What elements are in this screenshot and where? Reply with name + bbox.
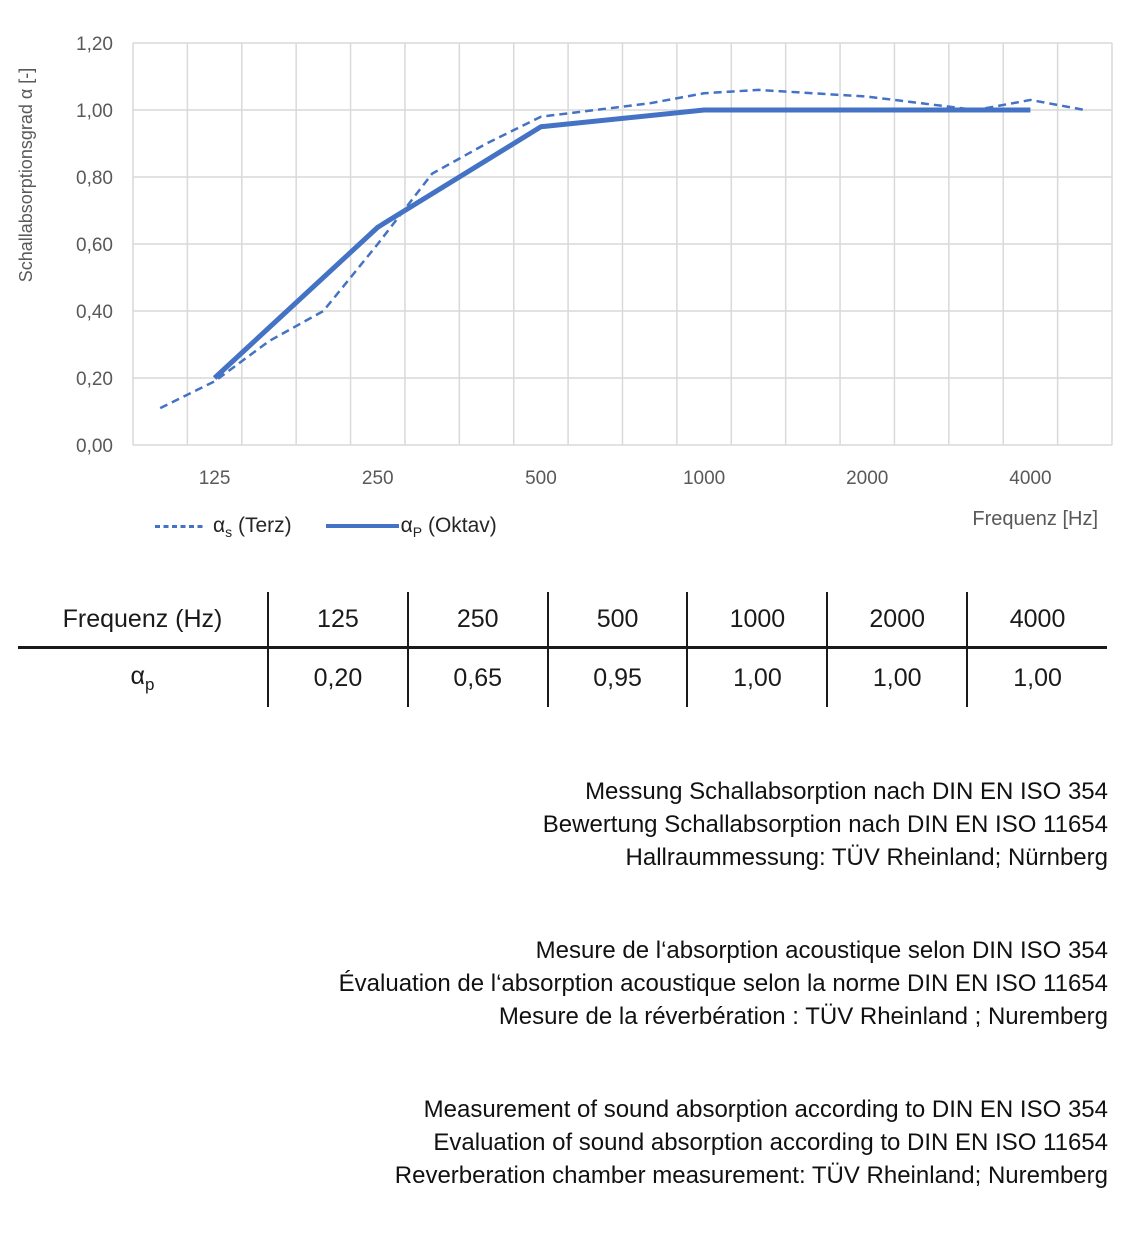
legend-label-terz: $\alpha_s$ (Terz) [213, 514, 292, 541]
svg-text:1,00: 1,00 [76, 101, 113, 122]
note-line: Messung Schallabsorption nach DIN EN ISO 354 [585, 778, 1108, 805]
alpha-p-table [18, 592, 1107, 707]
svg-text:2000: 2000 [846, 468, 889, 489]
absorption-chart [0, 0, 1135, 560]
dashed-line-sample-icon [155, 525, 205, 528]
alpha-p-125: 0,20 [268, 648, 408, 708]
svg-text:0,40: 0,40 [76, 302, 113, 323]
table-header-frequency: Frequenz (Hz) [18, 592, 268, 648]
note-line: Mesure de l‘absorption acoustique selon DIN ISO 354 [535, 937, 1108, 964]
solid-line-sample-icon [326, 524, 399, 528]
note-line: Reverberation chamber measurement: TÜV Rheinland; Nuremberg [394, 1162, 1108, 1189]
svg-text:250: 250 [361, 468, 394, 489]
note-block-french [0, 934, 1108, 1033]
note-line: Bewertung Schallabsorption nach DIN EN ISO 11654 [542, 811, 1108, 838]
svg-text:0,20: 0,20 [76, 369, 113, 390]
svg-text:0,80: 0,80 [76, 168, 113, 189]
svg-text:125: 125 [198, 468, 231, 489]
table-header-500: 500 [548, 592, 688, 648]
svg-text:1,20: 1,20 [76, 34, 113, 55]
svg-text:0,60: 0,60 [76, 235, 113, 256]
alpha-p-250: 0,65 [408, 648, 548, 708]
x-axis-tick-labels [199, 468, 1052, 489]
svg-text:0,00: 0,00 [76, 436, 113, 457]
alpha-p-1000: 1,00 [687, 648, 827, 708]
table-header-2000: 2000 [827, 592, 967, 648]
legend-label-oktav: $\alpha_P$ (Oktav) [400, 514, 497, 541]
note-line: Evaluation of sound absorption according to DIN EN ISO 11654 [433, 1129, 1108, 1156]
note-block-german [0, 775, 1108, 874]
note-block-english [0, 1093, 1108, 1192]
svg-text:1000: 1000 [682, 468, 726, 489]
x-axis-title: Frequenz [Hz] [972, 508, 1098, 530]
table-header-4000: 4000 [967, 592, 1107, 648]
table-value-row [18, 648, 1107, 708]
y-axis-tick-labels [76, 34, 113, 457]
alpha-p-500: 0,95 [548, 648, 688, 708]
alpha-p-row-label: $\alpha_p$ [130, 661, 155, 694]
table-header-1000: 1000 [687, 592, 827, 648]
measurement-notes [0, 775, 1135, 1192]
alpha-p-4000: 1,00 [967, 648, 1107, 708]
y-axis-title: Schallabsorptionsgrad α [-] [16, 67, 36, 283]
svg-text:4000: 4000 [1009, 468, 1052, 489]
note-line: Measurement of sound absorption according to DIN EN ISO 354 [423, 1096, 1108, 1123]
table-header-row [18, 592, 1107, 648]
note-line: Hallraummessung: TÜV Rheinland; Nürnberg [625, 844, 1108, 871]
table-header-250: 250 [408, 592, 548, 648]
svg-text:500: 500 [525, 468, 557, 489]
note-line: Évaluation de l‘absorption acoustique selon la norme DIN EN ISO 11654 [338, 970, 1108, 997]
chart-legend [155, 514, 497, 541]
legend-item-terz [155, 514, 292, 541]
note-line: Mesure de la réverbération : TÜV Rheinland ; Nuremberg [498, 1003, 1108, 1030]
legend-item-oktav [326, 514, 497, 541]
absorption-chart-svg [0, 0, 1135, 560]
table-header-125: 125 [268, 592, 408, 648]
gridlines [133, 43, 1112, 445]
alpha-p-2000: 1,00 [827, 648, 967, 708]
